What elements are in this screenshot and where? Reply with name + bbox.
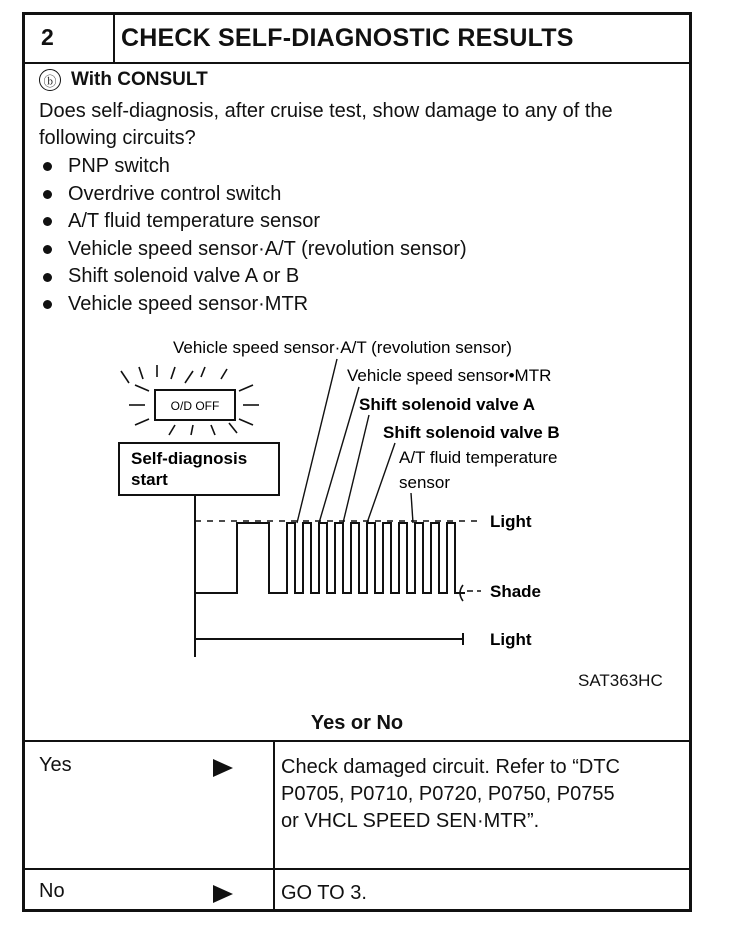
arrow-right-icon bbox=[213, 759, 233, 777]
column-divider bbox=[273, 742, 275, 911]
callout-label: Shift solenoid valve A bbox=[359, 395, 536, 414]
lamp-label: O/D OFF bbox=[170, 399, 220, 413]
callout-label: A/T fluid temperature bbox=[399, 448, 558, 467]
answer-table bbox=[25, 740, 689, 911]
start-label-line2: start bbox=[131, 470, 168, 489]
start-label-line1: Self-diagnosis bbox=[131, 449, 248, 468]
answer-no-label: No bbox=[39, 880, 65, 902]
callout-label: Vehicle speed sensor•MTR bbox=[347, 366, 552, 385]
consult-icon: ⓑ bbox=[39, 69, 61, 91]
procedure-box bbox=[22, 12, 692, 912]
list-item: Vehicle speed sensor·A/T (revolution sensor) bbox=[39, 236, 467, 264]
answer-no-action: GO TO 3. bbox=[281, 882, 367, 904]
answer-yes-action: Check damaged circuit. Refer to “DTC P0705, P0710, P0720, P0750, P0755 or VHCL SPEED SEN·MTR”. bbox=[281, 756, 621, 832]
level-light-label: Light bbox=[490, 512, 532, 531]
consult-label: With CONSULT bbox=[71, 69, 208, 90]
step-number: 2 bbox=[41, 24, 54, 50]
self-diagnosis-timing-diagram bbox=[25, 15, 689, 715]
baseline-light-label: Light bbox=[490, 630, 532, 649]
callout-label: sensor bbox=[399, 473, 451, 492]
row-divider bbox=[25, 868, 689, 870]
lamp-waveform bbox=[195, 523, 465, 593]
step-title: CHECK SELF-DIAGNOSTIC RESULTS bbox=[121, 24, 574, 52]
arrow-right-icon bbox=[213, 885, 233, 903]
answer-yes-label: Yes bbox=[39, 754, 72, 776]
callout-label: Vehicle speed sensor·A/T (revolution sensor) bbox=[173, 338, 512, 357]
level-shade-label: Shade bbox=[490, 582, 542, 601]
diagnosis-question: Does self-diagnosis, after cruise test, show damage to any of the following circuits? bbox=[39, 100, 613, 149]
yes-no-prompt: Yes or No bbox=[310, 712, 404, 734]
list-item: Vehicle speed sensor·MTR bbox=[39, 291, 467, 319]
list-item: PNP switch bbox=[39, 153, 467, 181]
figure-id: SAT363HC bbox=[578, 671, 663, 690]
list-item: Shift solenoid valve A or B bbox=[39, 263, 467, 291]
list-item: Overdrive control switch bbox=[39, 181, 467, 209]
callout-label: Shift solenoid valve B bbox=[383, 423, 560, 442]
list-item: A/T fluid temperature sensor bbox=[39, 208, 467, 236]
